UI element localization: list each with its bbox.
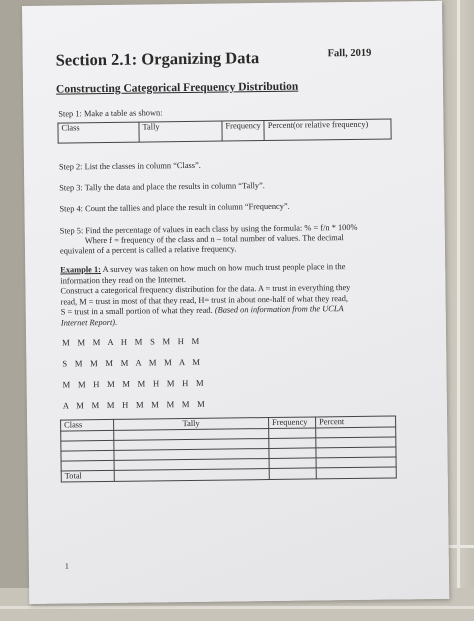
section-subtitle: Constructing Categorical Frequency Distribution — [55, 80, 299, 96]
page-number: 1 — [64, 561, 69, 571]
tile-grout-bottom — [0, 606, 474, 609]
table1-header-tally: Tally — [139, 121, 222, 142]
step-5-line-2: Where f = frequency of the class and n – total number of values. The decimal — [84, 233, 344, 246]
table2-header-percent: Percent — [316, 416, 396, 428]
data-row-1: M M M A H M S M H M — [62, 335, 200, 348]
tile-grout-vertical — [457, 0, 460, 621]
example-1-text: Example 1: A survey was taken on how much on how much trust people place in the information they read on the Internet. Construct a categorical frequency distribution for the data. A = trust in everything they read, M = trust in most of that they read, H= trust in about one-half of what they read, S = trust in a small portion of what they read. (Based on information from the UCLA Internet Report). — [60, 262, 351, 328]
table2-header-frequency: Frequency — [269, 417, 316, 429]
step-4: Step 4: Count the tallies and place the result in column “Frequency”. — [59, 201, 290, 214]
step-2: Step 2: List the classes in column “Class”. — [58, 160, 201, 172]
step-3: Step 3: Tally the data and place the results in column “Tally”. — [59, 181, 265, 193]
table2-header-tally: Tally — [114, 418, 269, 431]
table1-header-class: Class — [58, 122, 139, 143]
table2-header-class: Class — [61, 419, 114, 431]
data-row-4: A M M M H M M M M M — [62, 398, 205, 411]
step-5-line-1: Step 5: Find the percentage of values in each class by using the formula: % = f/n * 100% — [59, 222, 358, 236]
term-label: Fall, 2019 — [327, 47, 372, 60]
table2-total-label: Total — [61, 470, 114, 482]
table1-header-percent: Percent(or relative frequency) — [264, 119, 391, 141]
frequency-table-template — [57, 118, 391, 143]
data-row-2: S M M M M A M M A M — [62, 356, 201, 369]
step-1: Step 1: Make a table as shown: — [58, 108, 163, 119]
step-5-line-3: equivalent of a percent is called a relative frequency. — [59, 244, 237, 256]
table1-header-frequency: Frequency — [222, 121, 265, 142]
page-title: Section 2.1: Organizing Data — [55, 48, 260, 70]
example-label: Example 1: — [60, 265, 101, 275]
frequency-table-blank — [60, 415, 397, 482]
data-row-3: M M H M M M H M H M — [62, 377, 204, 390]
worksheet-page — [22, 1, 449, 604]
